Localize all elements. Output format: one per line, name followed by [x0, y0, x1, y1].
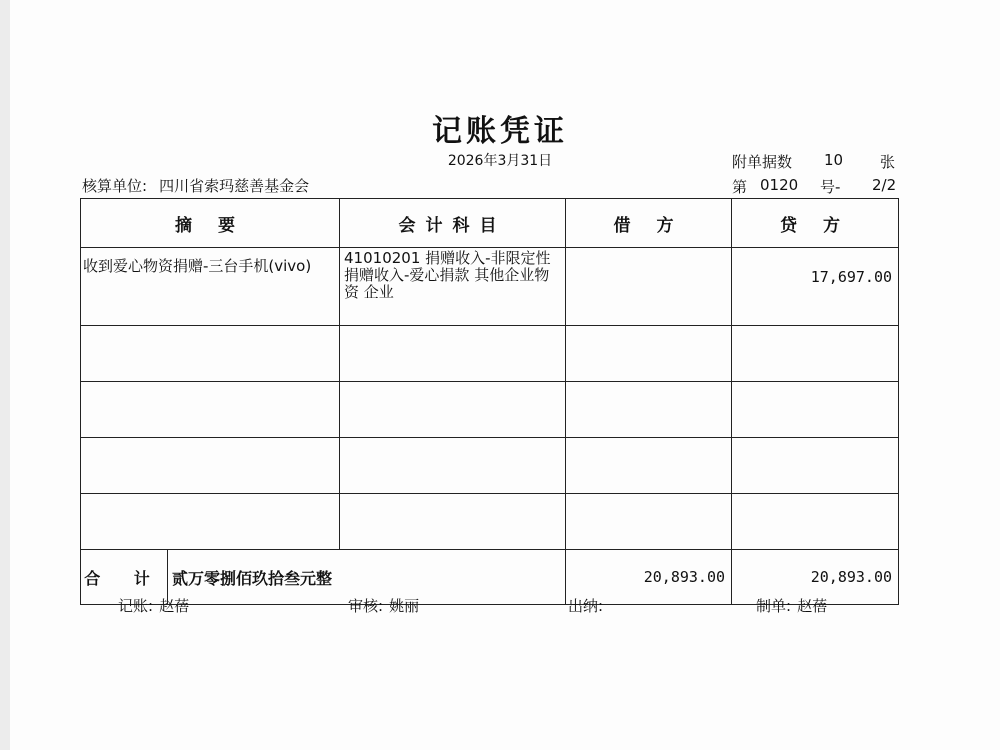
total-amount-words: 贰万零捌佰玖拾叁元整: [168, 550, 566, 605]
accounting-unit-label: 核算单位:: [82, 177, 148, 195]
header-summary: 摘 要: [81, 199, 340, 248]
bookkeeper-name: 赵蓓: [159, 597, 190, 615]
row-debit: [566, 248, 732, 326]
total-debit: 20,893.00: [566, 550, 732, 605]
table-row-empty: [81, 382, 899, 438]
auditor-signature: [348, 595, 419, 616]
voucher-date: 2026年3月31日: [447, 153, 553, 169]
cashier-signature: [568, 595, 609, 616]
header-debit: 借 方: [566, 199, 732, 248]
table-row-empty: [81, 438, 899, 494]
attachments-unit: 张: [880, 153, 896, 171]
accounting-unit: [82, 175, 309, 196]
voucher-title: 记账凭证: [432, 114, 568, 149]
preparer-name: 赵蓓: [797, 597, 828, 615]
voucher-page: 2/2: [872, 176, 897, 194]
preparer-signature: [756, 595, 827, 616]
voucher-number-value: 0120: [760, 176, 799, 194]
attachments-label: 附单据数: [732, 153, 793, 171]
row-credit: 17,697.00: [732, 248, 899, 326]
accounting-unit-name: 四川省索玛慈善基金会: [159, 177, 310, 195]
header-account: 会计科目: [340, 199, 566, 248]
attachments-count: 10: [824, 151, 844, 169]
voucher-number-prefix: 第: [732, 178, 748, 196]
cashier-label: 出纳:: [568, 597, 604, 615]
row-summary: 收到爱心物资捐赠-三台手机(vivo): [81, 248, 340, 326]
auditor-label: 审核:: [348, 597, 384, 615]
total-credit: 20,893.00: [732, 550, 899, 605]
row-account: 41010201 捐赠收入-非限定性捐赠收入-爱心捐款 其他企业物资 企业: [340, 248, 566, 326]
table-row: [81, 248, 899, 326]
voucher-table: [80, 198, 899, 605]
total-label: 合 计: [81, 550, 168, 605]
voucher-number-suffix: 号-: [820, 178, 841, 196]
header-credit: 贷 方: [732, 199, 899, 248]
table-row-empty: [81, 494, 899, 550]
bookkeeper-signature: [118, 595, 189, 616]
bookkeeper-label: 记账:: [118, 597, 154, 615]
table-header-row: [81, 199, 899, 248]
preparer-label: 制单:: [756, 597, 792, 615]
table-row-empty: [81, 326, 899, 382]
auditor-name: 姚丽: [389, 597, 420, 615]
